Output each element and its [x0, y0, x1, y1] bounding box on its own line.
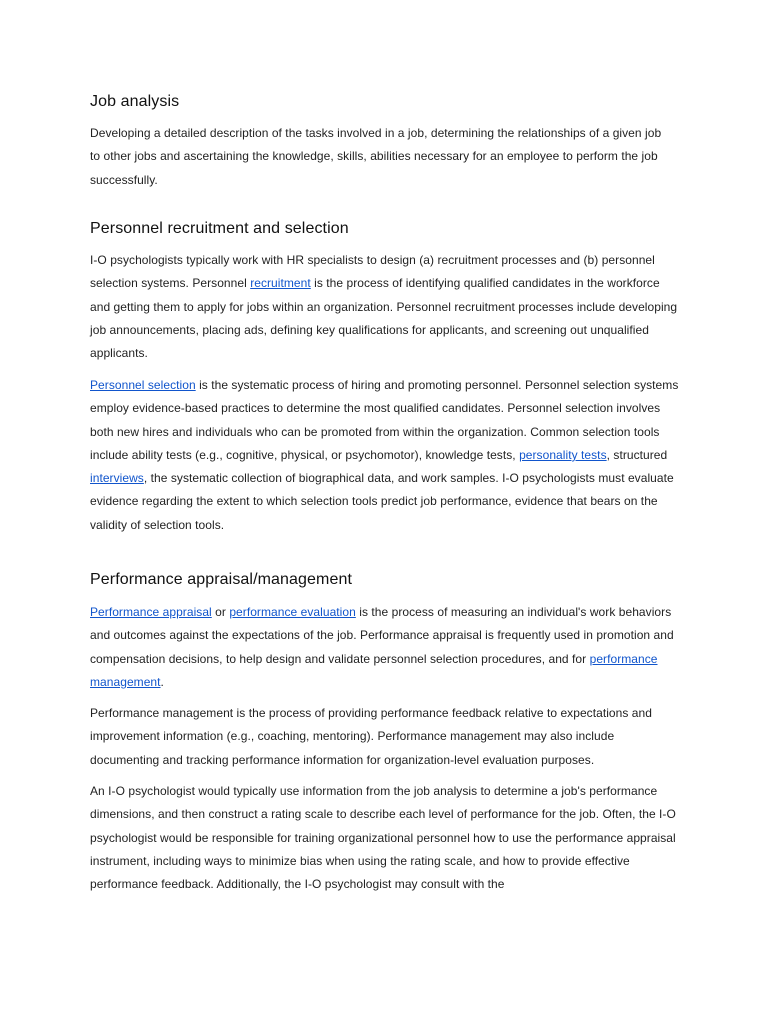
paragraph-selection [90, 374, 680, 537]
link-interviews[interactable]: interviews [90, 471, 144, 486]
paragraph-performance-management: Performance management is the process of providing performance feedback relative to expectations and improvement information (e.g., coaching, mentoring). Performance management may also include documenting and tracking performance information for organization-level evaluation purposes. [90, 706, 652, 767]
link-personnel-selection[interactable]: Personnel selection [90, 378, 196, 392]
paragraph-job-analysis: Developing a detailed description of the tasks involved in a job, determining the relationships of a given job to other jobs and ascertaining the knowledge, skills, abilities necessary for an employee to perform the job successfully. [90, 126, 662, 187]
link-performance-evaluation[interactable]: performance evaluation [229, 605, 356, 619]
paragraph-recruitment [90, 249, 680, 365]
text-span: . [160, 674, 164, 689]
link-recruitment[interactable]: recruitment [250, 276, 311, 291]
text-span: , the systematic collection of biographical data, and work samples. I-O psychologists must evaluate evidence regarding the extent to which selection tools predict job performance, evidence that bears on the validity of selection tools. [90, 471, 674, 532]
text-span: is the process of identifying qualified candidates in the workforce and getting them to apply for jobs within an organization. Personnel recruitment processes include developing job announcements, placing ads, defining key qualifications for applicants, and screening out unqualified applicants. [90, 276, 678, 361]
heading-job-analysis: Job analysis [90, 93, 180, 110]
link-performance-appraisal[interactable]: Performance appraisal [90, 605, 212, 619]
link-performance-management[interactable]: performance management [90, 651, 658, 689]
heading-performance-appraisal: Performance appraisal/management [90, 571, 353, 588]
text-span: or [211, 605, 230, 619]
text-span: , structured [606, 447, 668, 462]
link-personality-tests[interactable]: personality tests [519, 447, 607, 462]
paragraph-performance-appraisal [90, 601, 680, 694]
text-span: is the process of measuring an individual's work behaviors and outcomes against the expectations of the job. Performance appraisal is frequently used in promotion and compensation decisions, to help design and validate personnel selection procedures, and for [90, 605, 674, 666]
heading-personnel-recruitment: Personnel recruitment and selection [90, 220, 349, 237]
text-span: I-O psychologists typically work with HR specialists to design (a) recruitment processes and (b) personnel selection systems. Personnel [90, 253, 655, 291]
text-span: is the systematic process of hiring and promoting personnel. Personnel selection systems employ evidence-based practices to determine the most qualified candidates. Personnel selection involves both new hires and individuals who can be promoted from within the organization. Common selection tools include ability tests (e.g., cognitive, physical, or psychomotor), knowledge tests, [90, 378, 679, 462]
paragraph-io-psychologist-role: An I-O psychologist would typically use information from the job analysis to determine a job's performance dimensions, and then construct a rating scale to describe each level of performance for the job. Often, the I-O psychologist would be responsible for training organizational personnel how to use the performance appraisal instrument, including ways to minimize bias when using the rating scale, and how to provide effective performance feedback. Additionally, the I-O psychologist may consult with the [90, 784, 676, 892]
